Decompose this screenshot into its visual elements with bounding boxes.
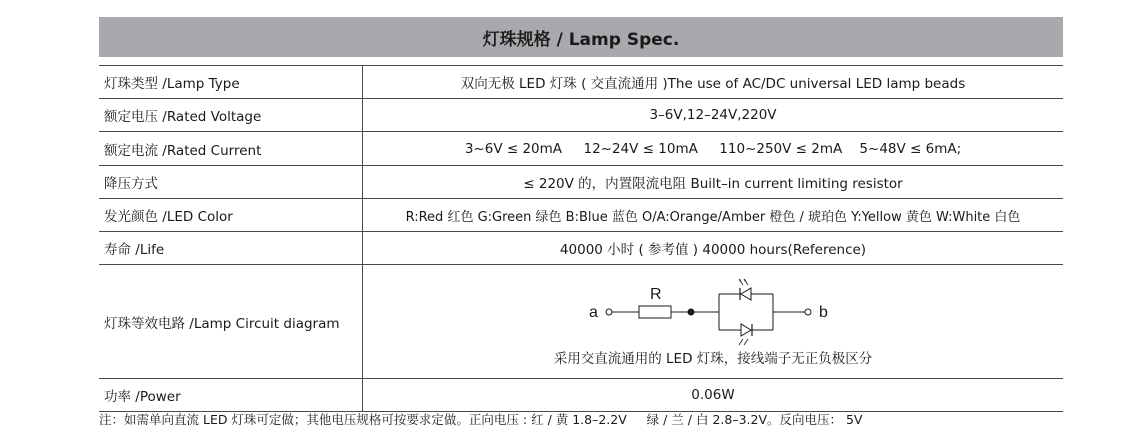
led-color-label: 发光颜色 /LED Color [99, 199, 363, 232]
led-diode-bottom-icon [739, 324, 752, 345]
life-label: 寿命 /Life [99, 232, 363, 265]
led-diode-top-icon [739, 279, 751, 300]
rated-voltage-value: 3–6V,12–24V,220V [363, 99, 1064, 132]
power-value: 0.06W [363, 379, 1064, 412]
table-row-lamp-type [99, 66, 1063, 99]
lamp-type-label: 灯珠类型 /Lamp Type [99, 66, 363, 99]
circuit-cell [363, 265, 1064, 379]
junction-dot [688, 308, 695, 315]
table-row-life [99, 232, 1063, 265]
terminal-a-node [606, 309, 612, 315]
rated-current-value: 3~6V ≤ 20mA 12~24V ≤ 10mA 110~250V ≤ 2mA 5~48V ≤ 6mA; [363, 132, 1064, 166]
power-label: 功率 /Power [99, 379, 363, 412]
circuit-diagram [583, 277, 843, 347]
spec-sheet [99, 17, 1063, 412]
table-row-step-down [99, 166, 1063, 199]
spec-table [99, 65, 1063, 412]
table-row-rated-voltage [99, 99, 1063, 132]
circuit-caption: 采用交直流通用的 LED 灯珠，接线端子无正负极区分 [553, 350, 873, 367]
table-row-led-color [99, 199, 1063, 232]
footnote: 注：如需单向直流 LED 灯珠可定做；其他电压规格可按要求定做。正向电压 : 红 / 黄 1.8–2.2V 绿 / 兰 / 白 2.8–3.2V。反向电压： 5V [99, 412, 863, 427]
table-row-power [99, 379, 1063, 412]
spec-title: 灯珠规格 / Lamp Spec. [99, 17, 1063, 57]
resistor-symbol [639, 306, 671, 318]
step-down-label: 降压方式 [99, 166, 363, 199]
life-value: 40000 小时 ( 参考值 ) 40000 hours(Reference) [363, 232, 1064, 265]
circuit-label: 灯珠等效电路 /Lamp Circuit diagram [99, 265, 363, 379]
table-row-circuit [99, 265, 1063, 379]
resistor-label: R [650, 285, 662, 303]
lamp-type-value: 双向无极 LED 灯珠 ( 交直流通用 )The use of AC/DC universal LED lamp beads [363, 66, 1064, 99]
terminal-a-label: a [589, 303, 598, 321]
terminal-b-node [805, 309, 811, 315]
terminal-b-label: b [819, 303, 828, 321]
table-row-rated-current [99, 132, 1063, 166]
rated-current-label: 额定电流 /Rated Current [99, 132, 363, 166]
led-color-value: R:Red 红色 G:Green 绿色 B:Blue 蓝色 O/A:Orange/Amber 橙色 / 琥珀色 Y:Yellow 黄色 W:White 白色 [363, 199, 1064, 232]
step-down-value: ≤ 220V 的，内置限流电阻 Built–in current limiting resistor [363, 166, 1064, 199]
rated-voltage-label: 额定电压 /Rated Voltage [99, 99, 363, 132]
